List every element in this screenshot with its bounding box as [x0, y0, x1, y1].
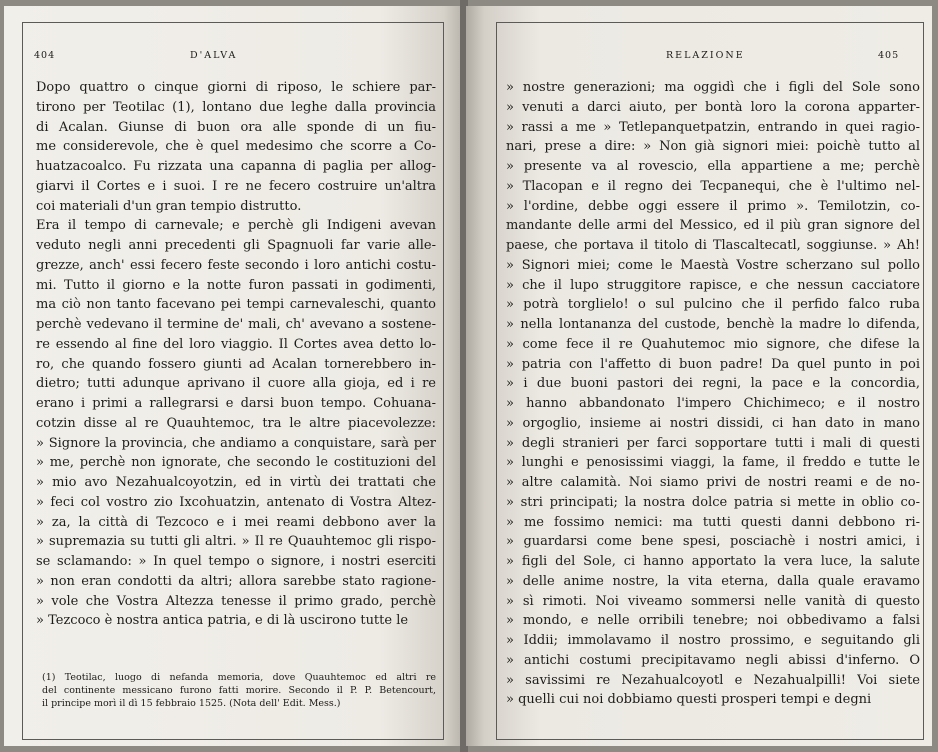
text-line: » antichi costumi precipitavamo negli abissi d'inferno. O [506, 652, 920, 668]
text-line: paese, che portava il titolo di Tlascaltecatl, soggiunse. » Ah! [506, 238, 920, 253]
left-page [4, 6, 462, 746]
text-line: il principe morì il dì 15 febbraio 1525. (Nota dell' Edit. Mess.) [42, 698, 341, 709]
text-line: » Signori miei; come le Maestà Vostre scherzano sul pollo [506, 257, 920, 273]
text-line: » supremazia su tutti gli altri. » Il re Quauhtemoc gli rispo- [36, 534, 436, 550]
text-line: se sclamando: » In quel tempo o signore, i nostri eserciti [36, 554, 436, 569]
text-line: » sì rimoti. Noi viveamo sommersi nelle vanità di questo [506, 593, 920, 609]
text-line: di Acalan. Giunse di buon ora alle sponde di un fiu- [36, 119, 436, 135]
text-line: grezze, anch' essi fecero feste secondo i loro antichi costu- [36, 257, 436, 273]
body-text [36, 78, 436, 631]
text-line: » che il lupo struggitore rapisce, e che nessun cacciatore [506, 277, 920, 293]
text-line: » me fossimo nemici: ma tutti questi danni debbono ri- [506, 514, 920, 530]
text-line: » rassi a me » Tetlepanquetpatzin, entrando in quei ragio- [506, 119, 920, 135]
text-line: » nostre generazioni; ma oggidì che i figli del Sole sono [506, 80, 920, 95]
text-line: » mio avo Nezahualcoyotzin, ed in virtù dei trattati che [36, 475, 436, 490]
text-line: » Signore la provincia, che andiamo a conquistare, sarà per [36, 435, 436, 451]
text-line: cotzin disse al re Quauhtemoc, tra le altre piacevolezze: [36, 415, 436, 431]
text-line: » Tlacopan e il regno dei Tecpanequi, che è l'ultimo nel- [506, 178, 920, 194]
text-line: » patria con l'affetto di buon padre! Da quel punto in poi [506, 356, 920, 372]
text-line: dietro; tutti adunque aprivano il cuore alla gioja, ed i re [36, 376, 436, 392]
text-line: mi. Tutto il giorno e la notte furon passati in godimenti, [36, 277, 436, 293]
text-line: mandante delle armi del Messico, ed il più gran signore del [506, 218, 920, 234]
text-line: » za, la città di Tezcoco e i mei reami debbono aver la [36, 514, 436, 530]
page-number: 405 [878, 50, 900, 61]
text-line: » altre calamità. Noi siamo privi de nostri reami e de no- [506, 475, 920, 490]
text-line: (1) Teotilac, luogo di nefanda memoria, dove Quauhtemoc ed altri re [42, 672, 436, 683]
text-line: » Tezcoco è nostra antica patria, e di là uscirono tutte le [36, 613, 409, 629]
text-line: » l'ordine, debbe oggi essere il primo ». Temilotzin, co- [506, 198, 920, 214]
text-line: perchè vedevano il termine de' mali, ch' avevano a sostene- [36, 317, 436, 332]
text-line: ma ciò non tanto facevano pei tempi carnevaleschi, quanto [36, 297, 436, 313]
text-line: » delle anime nostre, la vita eterna, dalla quale eravamo [506, 573, 920, 589]
text-line: coi materiali d'un gran tempio distrutto. [36, 198, 302, 214]
text-line: » presente va al rovescio, ella appartiene a me; perchè [506, 159, 920, 174]
text-line: » non eran condotti da altri; allora sarebbe stato ragione- [36, 573, 436, 589]
text-line: tirono per Teotilac (1), lontano due leghe dalla provincia [36, 99, 436, 115]
text-line: » savissimi re Nezahualcoyotl e Nezahualpilli! Voi siete [506, 672, 920, 688]
text-line: » hanno abbandonato l'impero Chichimeco; e il nostro [506, 396, 920, 411]
text-line: re essendo al fine del loro viaggio. Il Cortes avea detto lo- [36, 336, 436, 352]
running-head: D'ALVA [190, 50, 238, 61]
text-line: » mondo, e nelle orribili tenebre; noi obbedivamo a falsi [506, 613, 920, 629]
text-line: » stri principati; la nostra dolce patria si mette in oblio co- [506, 494, 920, 510]
text-line: » venuti a darci aiuto, per bontà loro la corona apparter- [506, 99, 920, 115]
text-line: veduto negli anni precedenti gli Spagnuoli far varie alle- [36, 238, 436, 253]
text-line: » Iddii; immolavamo il nostro prossimo, e seguitando gli [506, 633, 920, 648]
page-number: 404 [34, 50, 56, 61]
text-line: » orgoglio, insieme ai nostri dissidi, ci han dato in mano [506, 415, 920, 431]
text-line: erano i primi a rallegrarsi e darsi buon tempo. Cohuana- [36, 396, 436, 411]
text-line: » quelli cui noi dobbiamo questi prosperi tempi e degni [506, 692, 872, 708]
text-line: Era il tempo di carnevale; e perchè gli Indigeni avevan [36, 218, 436, 234]
running-head: RELAZIONE [666, 50, 745, 61]
text-line: » vole che Vostra Altezza tenesse il primo grado, perchè [36, 593, 436, 609]
text-line: » potrà torglielo! o sul pulcino che il perfido falco ruba [506, 297, 920, 313]
text-line: » come fece il re Quahutemoc mio signore, che difese la [506, 336, 920, 352]
text-line: » feci col vostro zio Ixcohuatzin, antenato di Vostra Altez- [36, 494, 436, 510]
text-line: » lunghi e penosissimi viaggi, la fame, il freddo e tutte le [506, 455, 920, 471]
text-line: » me, perchè non ignorate, che secondo le costituzioni del [36, 455, 436, 471]
text-line: giarvi il Cortes e i suoi. I re ne fecero costruire un'altra [36, 178, 436, 194]
text-line: » i due buoni pastori dei regni, la pace e la concordia, [506, 376, 920, 392]
text-line: » figli del Sole, ci hanno apportato la vera luce, la salute [506, 554, 920, 569]
text-line: me considerevole, che è quel medesimo che scorre a Co- [36, 139, 436, 155]
text-line: » guardarsi come bene spesi, posciachè i nostri amici, i [506, 534, 920, 550]
footnote [42, 671, 436, 710]
text-line: del continente messicano furono fatti morire. Secondo il P. P. Betencourt, [42, 685, 436, 696]
text-line: Dopo quattro o cinque giorni di riposo, le schiere par- [36, 80, 436, 95]
text-line: ro, che quando fossero giunti ad Acalan tornerebbero in- [36, 356, 436, 372]
text-line: » degli stranieri per farci sopportare tutti i mali di questi [506, 435, 920, 451]
text-line: » nella lontananza del custode, benchè la madre lo difenda, [506, 317, 920, 332]
right-page [466, 6, 932, 746]
text-line: nari, prese a dire: » Non già signori miei: poichè tutto al [506, 139, 920, 155]
text-line: huatzacoalco. Fu rizzata una capanna di paglia per allog- [36, 159, 436, 174]
body-text [506, 78, 920, 710]
